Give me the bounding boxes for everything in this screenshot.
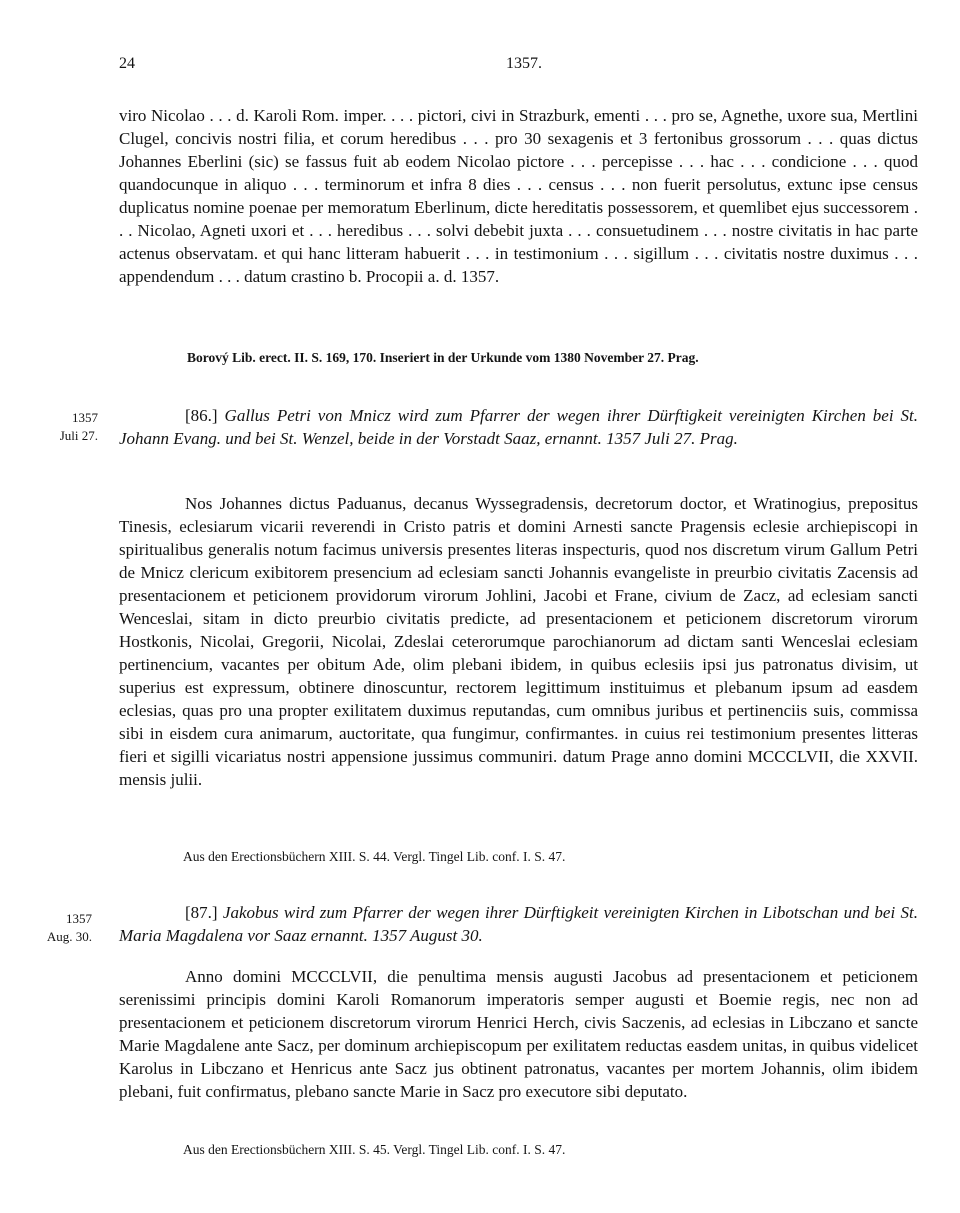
entry-86-text: Nos Johannes dictus Paduanus, decanus Wyssegradensis, decretorum doctor, et Wratinogius, prepositus Tinesis, eclesiarum vicarii reverendi in Cristo patris et domini Arnesti sancte Pragensis eclesie archiepiscopi in spiritualibus generalis notum facimus universis presentes literas inspecturis, quod nos discretum virum Gallum Petri de Mnicz clericum exibitorem presencium ad eclesiam sancti Johannis evangeliste in preurbio civitatis Zacensis ad presentacionem et peticionem providorum virorum Johlini, Jacobi et Frane, civium de Zacz, ad eclesiam sancti Wenceslai, sitam in dicto preurbio civitatis predicte, ad presentacionem et peticionem discretorum virorum Hostkonis, Nicolai, Gregorii, Nicolai, Zdeslai ceterorumque parochianorum ad dictam santi Wenceslai eclesiam pertinencium, vacantes per obitum Ade, olim plebani ibidem, in quibus eclesiis ipsi jus patronatus divisim, ut superius est expressum, obtinere dinoscuntur, rectorem legittimum instituimus et plebanum ipsum ad easdem eclesias, quas pro una propter exilitatem duximus reputandas, cum omnibus juribus et pertinenciis suis, commissa sibi in eisdem cura animarum, auctoritate, qua fungimur, confirmantes. in cuius rei testimonium presentes litteras fieri et sigilli vicariatus nostri appensione jussimus communiri. datum Prage anno domini MCCCLVII, die XXVII. mensis julii.: [119, 494, 918, 789]
entry-87-source: Aus den Erectionsbüchern XIII. S. 45. Vergl. Tingel Lib. conf. I. S. 47.: [183, 1142, 566, 1157]
entry-87-number: [87.]: [185, 903, 218, 922]
entry-87-text: Anno domini MCCCLVII, die penultima mensis augusti Jacobus ad presentacionem et peticionem serenissimi principis domini Karoli Romanorum imperatoris semper augusti et Boemie regis, nec non ad presentacionem et peticionem discretorum virorum Henrici Herch, civis Saczenis, ad eclesias in Libczano et sancte Marie Magdalene ante Sacz, per dominum archiepiscopum per exilitatem reductas easdem unitas, in quibus videlicet Karolus in Libczano et Henricus ante Sacz jus obtinent patronatus, vacantes per mortem Johannis, olim ibidem plebani, fuit confirmatus, plebano sancte Marie in Sacz pro executore sibi deputato.: [119, 967, 918, 1101]
entry-86-margin-year: 1357: [72, 410, 98, 425]
entry-87-margin-date: [32, 910, 92, 946]
entry-85-text: viro Nicolao . . . d. Karoli Rom. imper. . . . pictori, civi in Strazburk, ementi . . . pro se, Agnethe, uxore sua, Mertlini Clugel, concivis nostri filia, et corum heredibus . . . pro 30 sexagenis et 3 fertonibus grossorum . . . quas dictus Johannes Eberlini (sic) se fassus fuit ab eodem Nicolao pictore . . . percepisse . . . hac . . . condicione . . . quod quandocunque in aliquo . . . terminorum et infra 8 dies . . . census . . . non fuerit persolutus, extunc ipse census duplicatus nomine poenae per memoratum Eberlinum, dicte hereditatis possessorem, et quemlibet ejus successorem . . . Nicolao, Agneti uxori et . . . heredibus . . . solvi debebit juxta . . . consuetudinem . . . nostre civitatis in hac parte actenus observatam. et qui hanc litteram habuerit . . . in testimonium . . . sigillum . . . civitatis nostre duximus . . . appendendum . . . datum crastino b. Procopii a. d. 1357.: [119, 106, 918, 286]
entry-87-margin-day: Aug. 30.: [46, 929, 92, 944]
entry-85-source: Borový Lib. erect. II. S. 169, 170. Inseriert in der Urkunde vom 1380 November 27. Prag.: [187, 350, 699, 365]
entry-86-source: Aus den Erectionsbüchern XIII. S. 44. Vergl. Tingel Lib. conf. I. S. 47.: [183, 849, 566, 864]
entry-86-number: [86.]: [185, 406, 218, 425]
entry-87-heading: [119, 901, 918, 947]
page-number: 24: [119, 55, 135, 72]
entry-86-margin-date: [38, 409, 98, 445]
entry-87-title: Jakobus wird zum Pfarrer der wegen ihrer Dürftigkeit vereinigten Kirchen in Libotschan und bei St. Maria Magdalena vor Saaz ernannt. 1357 August 30.: [119, 903, 919, 945]
entry-86-title: Gallus Petri von Mnicz wird zum Pfarrer der wegen ihrer Dürftigkeit vereinigten Kirchen bei St. Johann Evang. und bei St. Wenzel, beide in der Vorstadt Saaz, ernannt. 1357 Juli 27. Prag.: [119, 406, 918, 448]
running-head: 1357.: [506, 55, 542, 72]
entry-87-margin-year: 1357: [66, 911, 92, 926]
entry-86-heading: [119, 404, 918, 450]
entry-86-margin-day: Juli 27.: [59, 428, 98, 443]
